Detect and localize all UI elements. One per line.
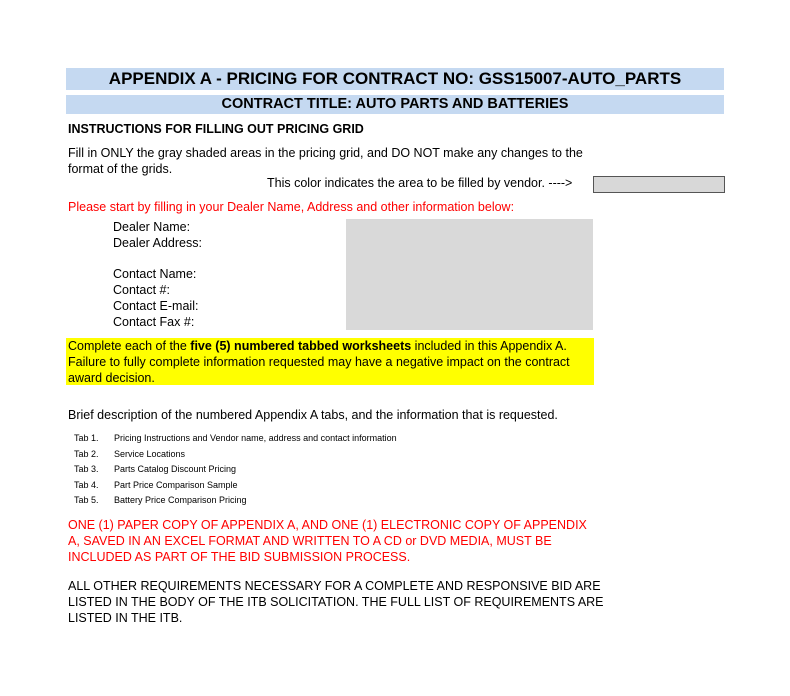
tab-description: Part Price Comparison Sample (114, 480, 238, 490)
page-title: APPENDIX A - PRICING FOR CONTRACT NO: GSS15007-AUTO_PARTS (66, 68, 724, 90)
tabs-intro: Brief description of the numbered Appendix A tabs, and the information that is requested. (68, 408, 558, 422)
note-suffix: included in this Appendix A. Failure to fully complete information requested may have a negative impact on the contract award decision. (68, 339, 570, 385)
tab-description: Parts Catalog Discount Pricing (114, 464, 237, 474)
contact-name-label: Contact Name: (113, 267, 197, 281)
contract-title: CONTRACT TITLE: AUTO PARTS AND BATTERIES (66, 95, 724, 114)
tab-number: Tab 2. (74, 449, 99, 459)
dealer-info-prompt: Please start by filling in your Dealer Name, Address and other information below: (68, 200, 515, 214)
instructions-heading: INSTRUCTIONS FOR FILLING OUT PRICING GRID (68, 122, 364, 136)
dealer-name-label: Dealer Name: (113, 220, 191, 234)
tab-description: Service Locations (114, 449, 186, 459)
note-bold: five (5) numbered tabbed worksheets (190, 339, 412, 353)
worksheets-note (66, 338, 594, 385)
contact-email-label: Contact E-mail: (113, 299, 199, 313)
contact-number-label: Contact #: (113, 283, 170, 297)
dealer-info-input-area[interactable] (346, 219, 593, 330)
contact-fax-label: Contact Fax #: (113, 315, 195, 329)
fill-color-swatch (593, 176, 725, 193)
requirements-notice: ALL OTHER REQUIREMENTS NECESSARY FOR A COMPLETE AND RESPONSIVE BID ARE LISTED IN THE BODY OF THE ITB SOLICITATION. THE FULL LIST OF REQUIREMENTS ARE LISTED IN THE ITB. (68, 579, 604, 625)
tab-description: Battery Price Comparison Pricing (114, 495, 247, 505)
tab-description: Pricing Instructions and Vendor name, address and contact information (114, 433, 397, 443)
tab-number: Tab 4. (74, 480, 99, 490)
tab-number: Tab 5. (74, 495, 99, 505)
dealer-address-label: Dealer Address: (113, 236, 202, 250)
paper-copy-notice: ONE (1) PAPER COPY OF APPENDIX A, AND ONE (1) ELECTRONIC COPY OF APPENDIX A, SAVED IN AN EXCEL FORMAT AND WRITTEN TO A CD or DVD MEDIA, MUST BE INCLUDED AS PART OF THE BID SUBMISSION PROCESS. (68, 518, 587, 564)
note-prefix: Complete each of the (68, 339, 191, 353)
fill-color-legend-label: This color indicates the area to be filled by vendor. ----> (267, 176, 573, 190)
tab-number: Tab 3. (74, 464, 99, 474)
tab-number: Tab 1. (74, 433, 99, 443)
instructions-text: Fill in ONLY the gray shaded areas in the pricing grid, and DO NOT make any changes to the format of the grids. (68, 146, 583, 176)
